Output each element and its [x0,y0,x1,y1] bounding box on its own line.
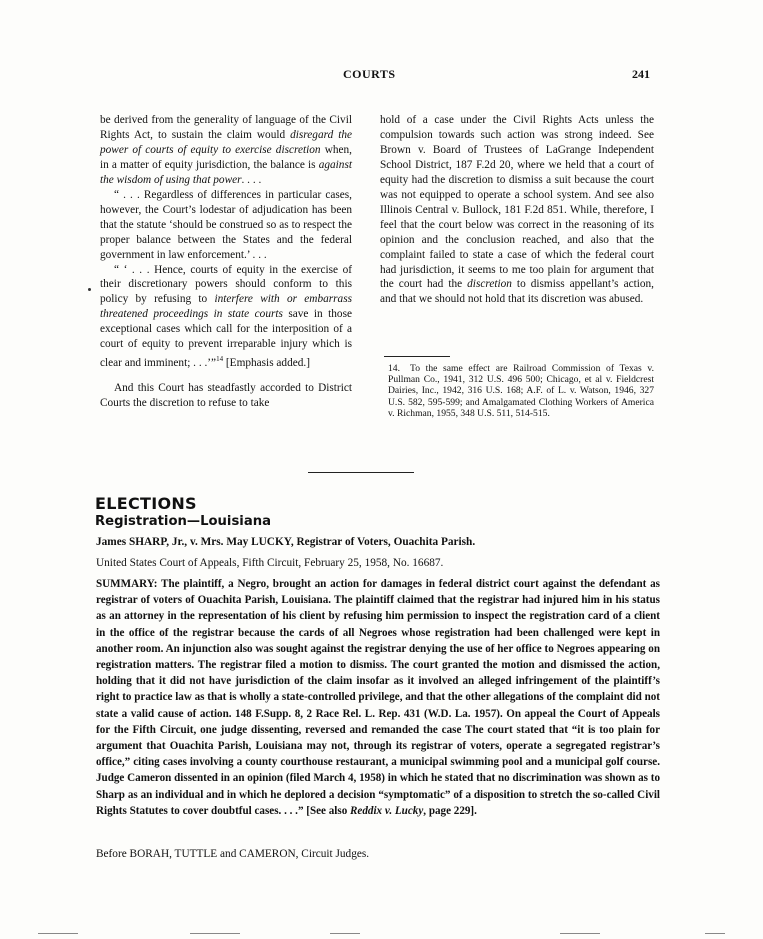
section-subtitle: Registration—Louisiana [95,514,272,529]
page-number: 241 [632,67,650,81]
left-paragraph-3: “ ‘ . . . Hence, courts of equity in the exercise of their discretionary powers should conform to this policy by refusing to interfere with or embarrass threatened proceedings in state courts save in those exceptional cases which call for the interposition of a court of equity to prevent irreparable injury which is clear and imminent; . . .’”$^{14}$ [Emphasis added.] [100,263,352,370]
page-header [0,67,763,83]
left-paragraph-4: And this Court has steadfastly accorded to District Courts the discretion to refuse to take [100,381,352,409]
left-paragraph-2: “ . . . Regardless of differences in particular cases, however, the Court’s lodestar of adjudication has been that the statute ‘should be construed so as to respect the proper balance between the States and the federal government in law enforcement.’ . . . [100,188,352,261]
footnote-text: To the same effect are Railroad Commission of Texas v. Pullman Co., 1941, 312 U.S. 496 500; Chicago, et al v. Fieldcrest Dairies, Inc., 1942, 316 U.S. 168; A.F. of L. v. Watson, 1946, 327 U.S. 582, 595-599; and Amalgamated Clothing Workers of America v. Richman, 1955, 348 U.S. 511, 514-515. [388,363,654,419]
court-line: United States Court of Appeals, Fifth Circuit, February 25, 1958, No. 16687. [96,557,444,569]
emphasis: disregard the power of courts of equity to exercise discretion [100,128,352,156]
scan-artifact [38,933,78,934]
case-summary: SUMMARY: The plaintiff, a Negro, brought an action for damages in federal district court against the defendant as registrar of voters of Ouachita Parish, Louisiana. The plaintiff claimed that the registrar had injured him in his status as an attorney in the representation of his client by refusing him permission to inspect the registration card of a client in the office of the registrar because the cards of all Negroes whose registration had been challenged were kept in another room. An injunction also was sought against the registrar denying the use of her office to Negroes appearing on registration matters. The registrar filed a motion to dismiss. The court granted the motion and dismissed the action, holding that it did not have jurisdiction of the claim insofar as it involved an alleged infringement of the plaintiff’s right to practice law as that is wholly a state-controlled privilege, and that the other allegations of the complaint did not state a valid cause of action. 148 F.Supp. 8, 2 Race Rel. L. Rep. 431 (W.D. La. 1957). On appeal the Court of Appeals for the Fifth Circuit, one judge dissenting, reversed and remanded the case The court stated that “it is too plain for argument that Ouachita Parish, Louisiana may not, through its registrar of voters, operate a segregated registrar’s office,” citing cases involving a county courthouse restaurant, a municipal swimming pool and a municipal golf course. Judge Cameron dissented in an opinion (filed March 4, 1958) in which he stated that no discrimination was shown as to Sharp as an individual and in which he deplored a decision “symptomatic” of a disposition to stretch the so-called Civil Rights Statutes to cover doubtful cases. . . .” [See also Reddix v. Lucky, page 229]. [96,578,660,817]
emphasis: against the wisdom of using that power [100,158,352,186]
footnote-number: 14. [388,363,400,374]
summary-label: SUMMARY: [96,578,158,590]
left-column [100,113,352,411]
scan-artifact [560,933,600,934]
scan-artifact [190,933,240,934]
section-heading [95,494,271,530]
judges-line: Before BORAH, TUTTLE and CAMERON, Circuit Judges. [96,848,370,860]
section-title: ELECTIONS [95,494,197,513]
running-head: COURTS [343,67,396,81]
scan-artifact [705,933,725,934]
right-column [380,113,654,307]
right-paragraph-1: hold of a case under the Civil Rights Acts unless the compulsion towards such action was strong indeed. See Brown v. Board of Trustees of LaGrange Independent School District, 187 F.2d 20, where we held that a court of equity had the discretion to dismiss a suit because the court was not equipped to operate a school system. And see also Illinois Central v. Bullock, 181 F.2d 851. While, therefore, I feel that the court below was correct in the reasoning of its opinion and the conclusion reached, and also that the complaint failed to state a case of which the federal court had jurisdiction, it seems to me too plain for argument that the court had the discretion to dismiss appellant’s action, and that we should not hold that its discretion was abused. [380,114,654,306]
emphasis: Reddix v. Lucky [350,804,424,817]
emphasis: interfere with or embarrass threatened proceedings in state courts [100,293,352,321]
left-paragraph-1: be derived from the generality of language of the Civil Rights Act, to sustain the claim would disregard the power of courts of equity to exercise discretion when, in a matter of equity jurisdiction, the balance is against the wisdom of using that power. . . . [100,114,352,186]
footnote-divider [384,356,450,357]
footnote [388,363,654,419]
case-caption: James SHARP, Jr., v. Mrs. May LUCKY, Registrar of Voters, Ouachita Parish. [96,536,476,548]
margin-mark [88,288,91,291]
scan-artifact [330,933,360,934]
section-divider [308,472,414,473]
emphasis: discretion [467,278,512,291]
footnote-reference: 14 [216,355,224,364]
